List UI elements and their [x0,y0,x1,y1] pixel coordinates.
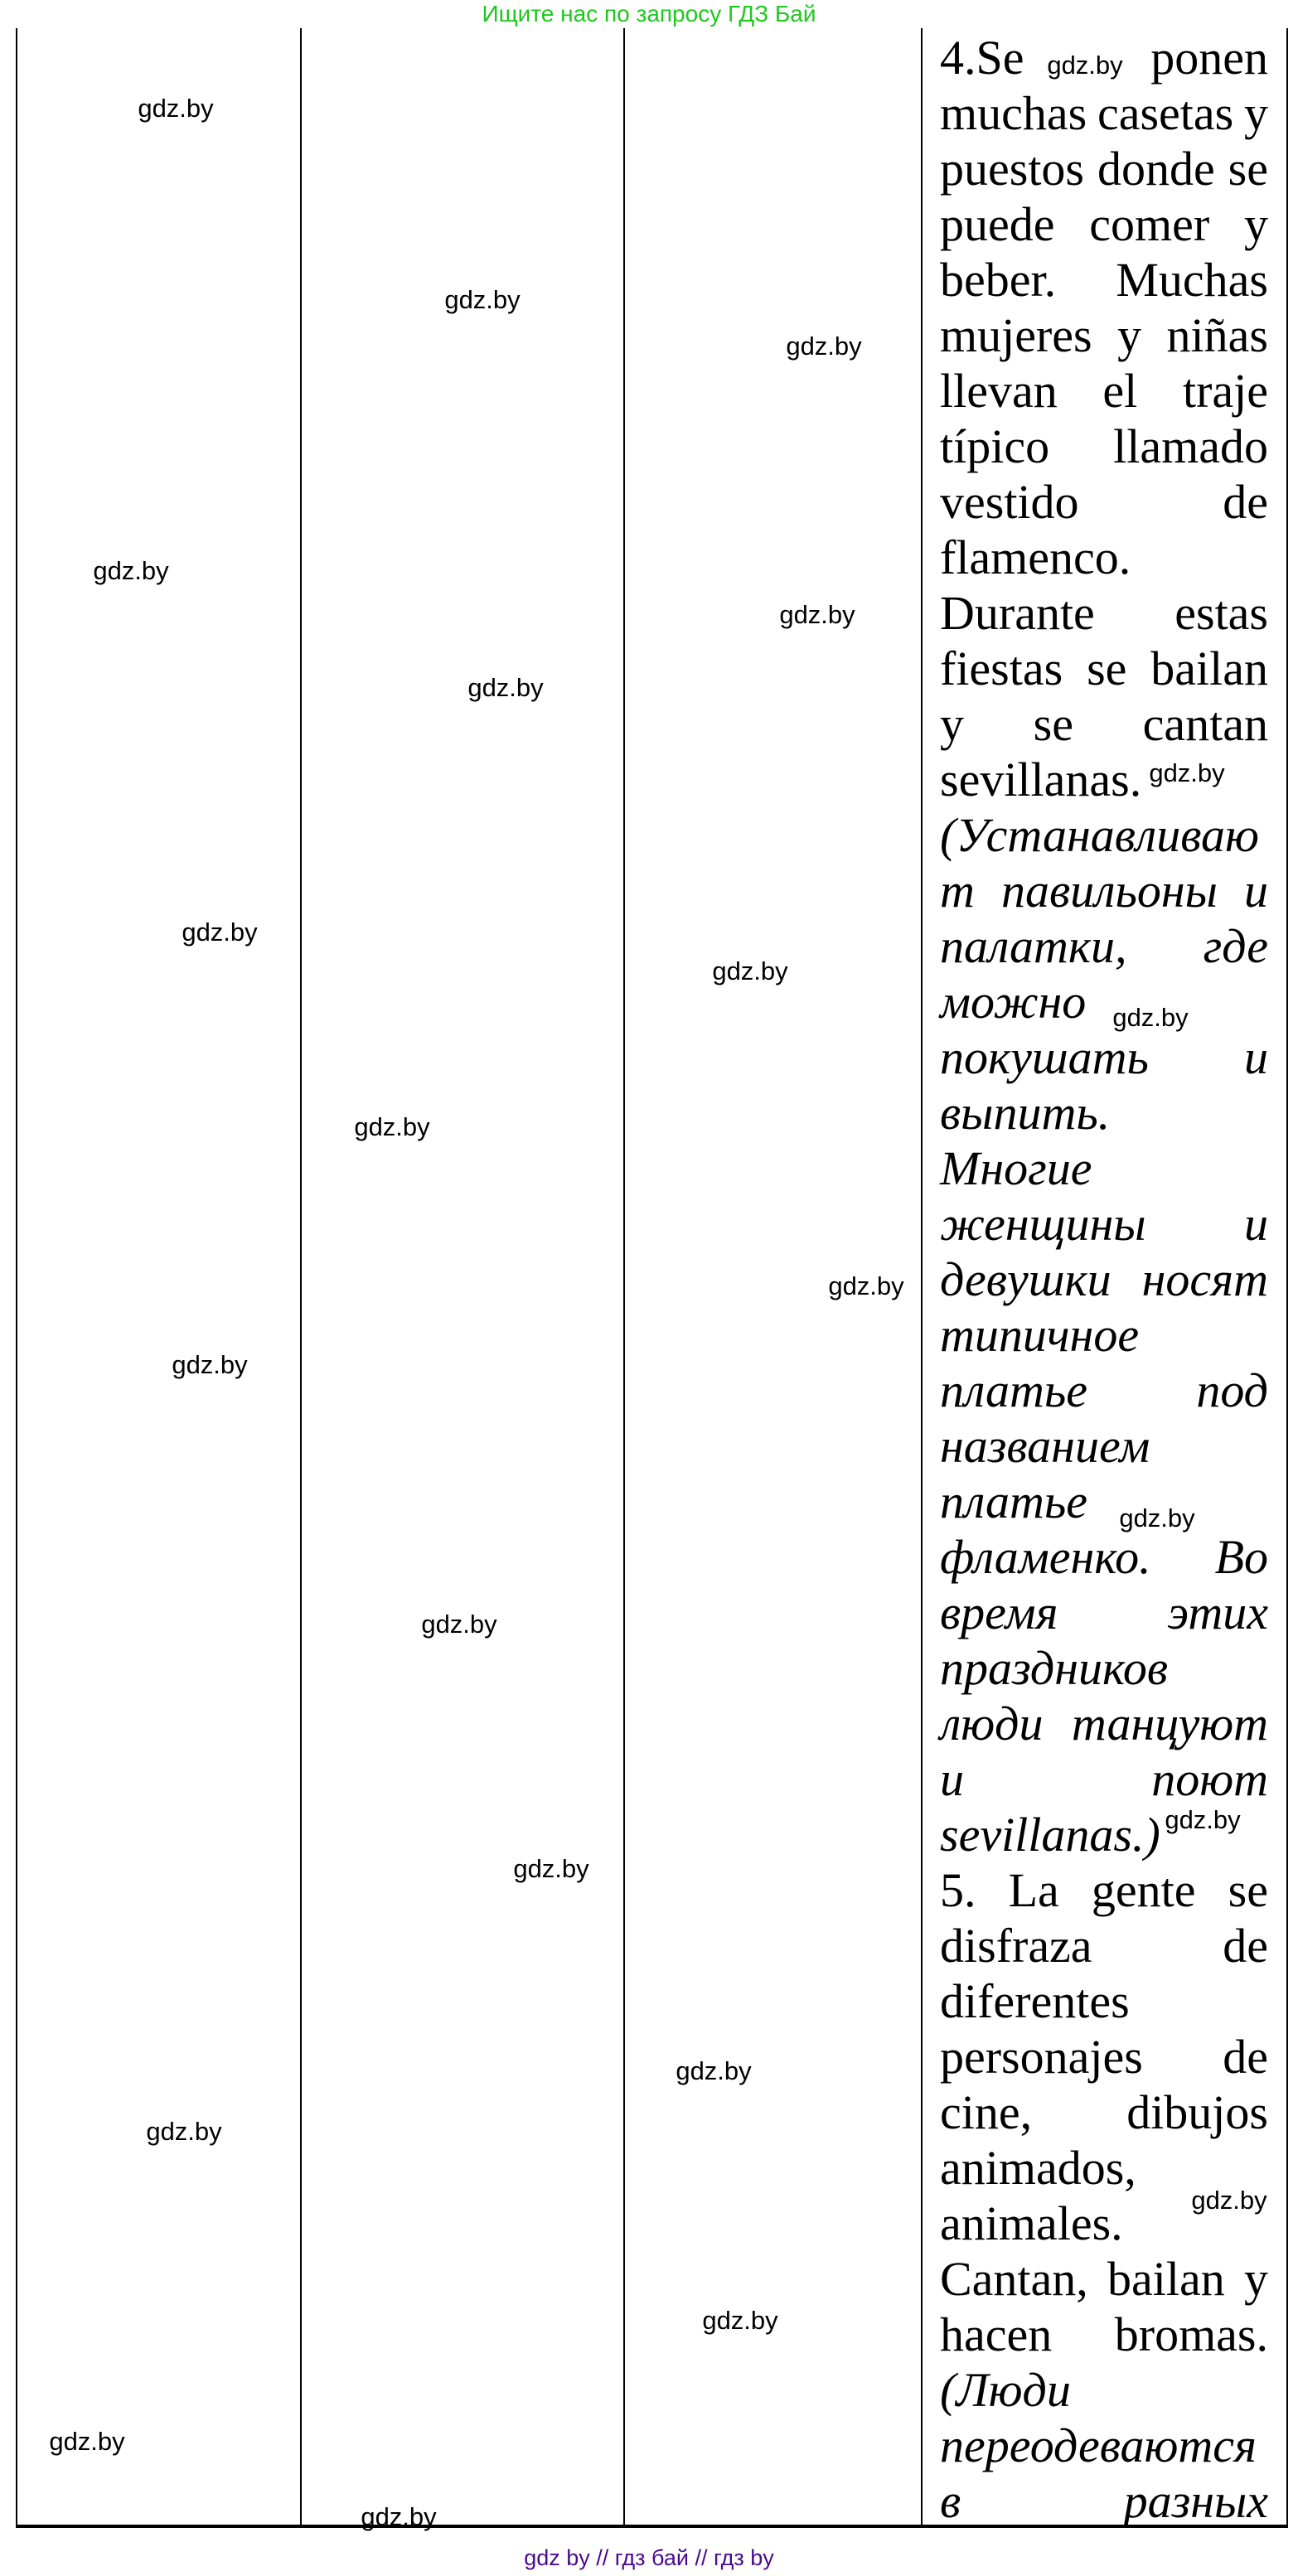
word: se [1087,642,1127,695]
word: можно [940,975,1087,1029]
word: под [1196,1363,1268,1417]
text-line [940,1529,1268,1585]
word: casetas [1097,86,1234,140]
word: el [1102,364,1138,418]
word: танцуют [1071,1697,1268,1750]
word: девушки [940,1252,1112,1306]
text-line [940,1640,1268,1696]
word: se [1228,142,1268,196]
word: платье [940,1363,1088,1417]
text-line [940,363,1268,419]
word: павильоны [1000,864,1218,918]
word: типичное [940,1308,1140,1362]
text-line [940,1029,1268,1085]
text-line [940,918,1268,974]
word: y [1117,308,1142,362]
word: праздников [940,1641,1169,1695]
word: animales. [940,2196,1123,2250]
text-line [940,1474,1268,1529]
answer-text-cell [940,30,1268,2529]
watermark-text: gdz.by [138,94,214,123]
word: платье [940,1474,1088,1528]
text-line [940,85,1268,141]
word: и [1244,864,1268,918]
text-line [940,1140,1268,1196]
word: mujeres [940,308,1092,362]
text-line [940,141,1268,196]
word: этих [1167,1586,1268,1639]
text-line [940,1696,1268,1751]
word: cantan [1142,697,1268,751]
word: diferentes [940,1974,1130,2028]
text-line [940,2418,1268,2473]
text-line [940,2473,1268,2529]
word: Cantan, [940,2252,1088,2306]
word: donde [1097,142,1215,196]
word: покушать [940,1030,1149,1084]
word: женщины [940,1197,1146,1251]
word: vestido [940,475,1079,529]
word: Во [1214,1530,1268,1584]
table-border-left [16,28,17,2526]
word: bromas. [1114,2307,1268,2361]
word: носят [1141,1252,1268,1306]
watermark-text: gdz.by [1119,1503,1195,1533]
word: названием [940,1419,1150,1473]
text-line [940,2085,1268,2140]
watermark-text: gdz.by [467,673,544,702]
text-line [940,530,1268,585]
text-line [940,419,1268,474]
word: Durante [940,586,1095,640]
column-divider [921,28,923,2526]
watermark-text: gdz.by [354,1112,430,1141]
text-line [940,863,1268,918]
text-line [940,1751,1268,1807]
site-footer: gdz by // гдз бай // гдз by [524,2545,774,2570]
watermark-text: gdz.by [702,2306,778,2335]
text-line [940,1085,1268,1140]
watermark-text: gdz.by [146,2117,222,2146]
watermark-text: gdz.by [513,1854,589,1883]
word: de [1223,1919,1268,1973]
word: 5. [940,1863,976,1917]
word: в [940,2474,961,2528]
word: llamado [1113,419,1268,473]
word: típico [940,419,1050,473]
word: animados, [940,2141,1136,2195]
watermark-text: gdz.by [1165,1805,1241,1834]
watermark-text: gdz.by [828,1271,904,1300]
word: фламенко. [940,1530,1151,1584]
watermark-text: gdz.by [93,556,169,585]
watermark-text: gdz.by [786,332,862,361]
text-line [940,1196,1268,1252]
word: и [1244,1197,1268,1251]
text-line [940,641,1268,696]
text-line [940,1307,1268,1363]
column-divider [623,28,625,2526]
word: gente [1091,1863,1196,1917]
word: bailan [1150,642,1268,695]
word: estas [1174,586,1268,640]
word: Многие [940,1141,1092,1195]
word: disfraza [940,1919,1092,1973]
word: т [940,864,975,918]
column-divider [300,28,302,2526]
word: время [940,1586,1058,1639]
word: beber. [940,253,1057,307]
word: hacen [940,2307,1053,2361]
word: sevillanas. [940,753,1142,806]
word: ponen [1150,31,1268,85]
word: где [1203,919,1268,973]
text-line [940,1918,1268,1973]
word: y [1243,197,1268,251]
word: puede [940,197,1055,251]
text-line [940,1973,1268,2029]
search-hint-header: Ищите нас по запросу ГДЗ Бай [482,1,816,27]
watermark-text: gdz.by [1191,2186,1267,2215]
text-line [940,2029,1268,2085]
table-border-right [1286,28,1288,2526]
watermark-text: gdz.by [712,956,788,985]
word: люди [940,1697,1044,1750]
word: de [1223,2030,1268,2084]
word: (Устанавливаю [940,808,1259,862]
word: cine, [940,2085,1033,2139]
word: personajes [940,2030,1143,2084]
word: flamenco. [940,530,1131,584]
text-line [940,1252,1268,1307]
watermark-text: gdz.by [444,285,521,314]
word: y [1243,2252,1268,2306]
watermark-text: gdz.by [49,2427,125,2456]
word: niñas [1166,308,1268,362]
word: Muchas [1116,253,1268,307]
word: de [1223,475,1268,529]
word: переодеваются [940,2419,1257,2472]
watermark-text: gdz.by [361,2502,437,2531]
text-line [940,1862,1268,1918]
word: se [1033,697,1073,751]
text-line [940,2307,1268,2362]
word: (Люди [940,2363,1071,2417]
word: 4.Se [940,31,1024,85]
word: comer [1089,197,1210,251]
text-line [940,2362,1268,2418]
watermark-text: gdz.by [676,2056,752,2085]
watermark-text: gdz.by [1112,1003,1189,1032]
text-line [940,974,1268,1029]
word: dibujos [1126,2085,1268,2139]
word: muchas [940,86,1087,140]
word: bailan [1107,2252,1225,2306]
word: палатки, [940,919,1127,973]
text-line [940,196,1268,252]
text-line [940,307,1268,363]
watermark-text: gdz.by [1149,758,1225,787]
watermark-text: gdz.by [172,1350,248,1379]
word: и [1244,1030,1268,1084]
watermark-text: gdz.by [421,1610,497,1639]
text-line [940,585,1268,641]
watermark-text: gdz.by [1047,51,1123,80]
text-line [940,1418,1268,1474]
text-line [940,474,1268,530]
text-line [940,1363,1268,1418]
word: se [1228,1863,1268,1917]
text-line [940,1585,1268,1640]
word: fiestas [940,642,1063,695]
word: разных [1123,2474,1268,2528]
word: La [1008,1863,1059,1917]
word: puestos [940,142,1084,196]
word: выпить. [940,1086,1111,1140]
word: sevillanas.) [940,1808,1160,1862]
watermark-text: gdz.by [182,918,258,947]
text-line [940,2251,1268,2307]
text-line [940,252,1268,307]
word: и [940,1752,964,1806]
word: y [1244,86,1268,140]
word: поют [1151,1752,1268,1806]
word: y [940,697,964,751]
word: traje [1182,364,1268,418]
text-line [940,696,1268,752]
word: llevan [940,364,1058,418]
watermark-text: gdz.by [779,600,855,629]
text-line [940,807,1268,863]
